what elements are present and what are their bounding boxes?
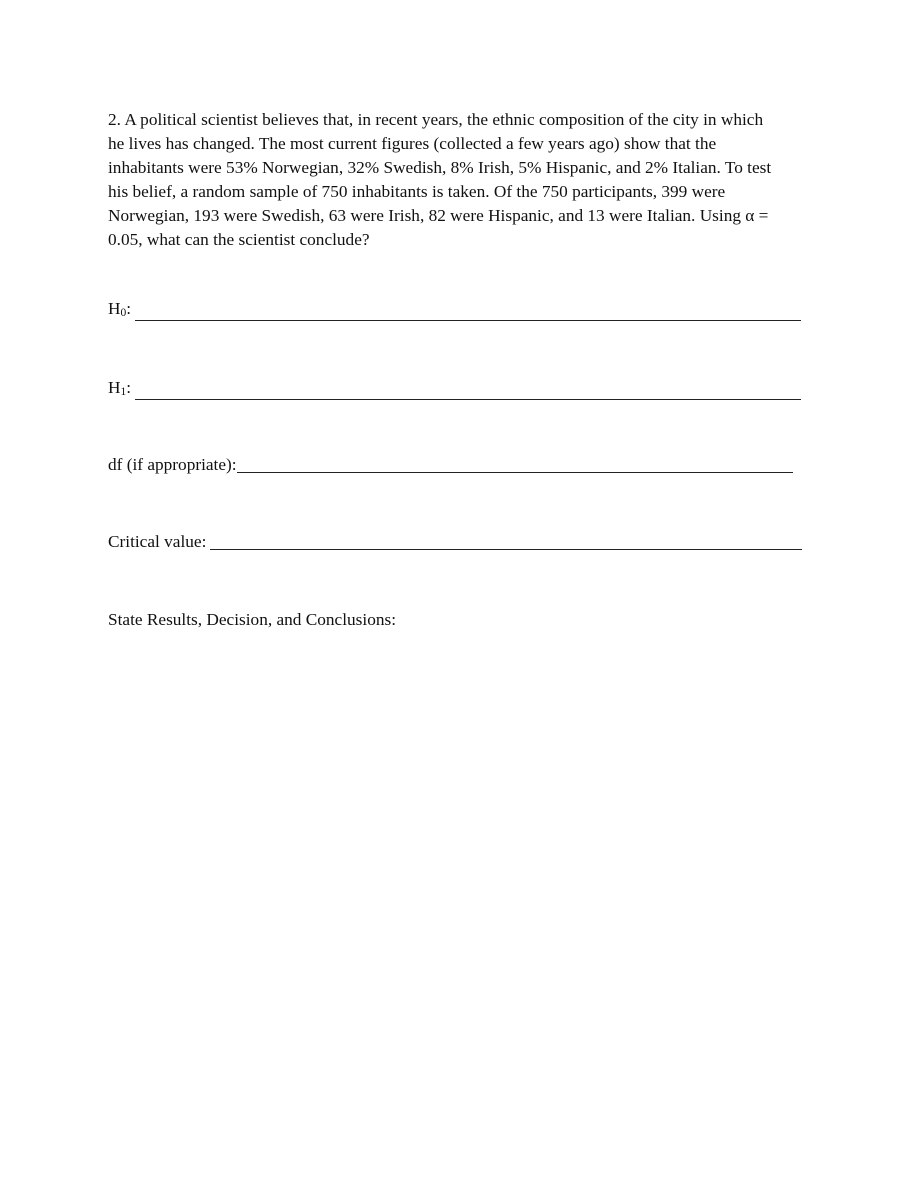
degrees-of-freedom-answer-line[interactable]: [237, 455, 793, 473]
null-hypothesis-label: [108, 297, 131, 325]
h-colon: :: [126, 299, 132, 318]
question-line: his belief, a random sample of 750 inhabitants is taken. Of the 750 participants, 399 were: [108, 182, 726, 201]
h-subscript: 1: [120, 386, 127, 398]
null-hypothesis-answer-line[interactable]: [135, 303, 801, 321]
question-text: [108, 108, 820, 252]
critical-value-field: [108, 530, 802, 554]
h-subscript: 0: [120, 307, 127, 319]
question-line: 2. A political scientist believes that, in recent years, the ethnic composition of the city in which: [108, 110, 764, 129]
h-colon: :: [126, 378, 132, 397]
h-letter: H: [108, 378, 121, 397]
degrees-of-freedom-label: df (if appropriate):: [108, 455, 237, 474]
results-heading: State Results, Decision, and Conclusions:: [108, 610, 397, 629]
alternative-hypothesis-field: [108, 376, 801, 404]
question-line: inhabitants were 53% Norwegian, 32% Swedish, 8% Irish, 5% Hispanic, and 2% Italian. To test: [108, 158, 772, 177]
question-line: he lives has changed. The most current figures (collected a few years ago) show that the: [108, 134, 717, 153]
h-letter: H: [108, 299, 121, 318]
question-line: Norwegian, 193 were Swedish, 63 were Irish, 82 were Hispanic, and 13 were Italian. Using α =: [108, 206, 769, 225]
alternative-hypothesis-label: [108, 376, 131, 404]
critical-value-answer-line[interactable]: [210, 532, 802, 550]
question-line: 0.05, what can the scientist conclude?: [108, 230, 370, 249]
alternative-hypothesis-answer-line[interactable]: [135, 382, 801, 400]
critical-value-label: Critical value:: [108, 532, 207, 551]
degrees-of-freedom-field: [108, 453, 793, 477]
null-hypothesis-field: [108, 297, 801, 325]
